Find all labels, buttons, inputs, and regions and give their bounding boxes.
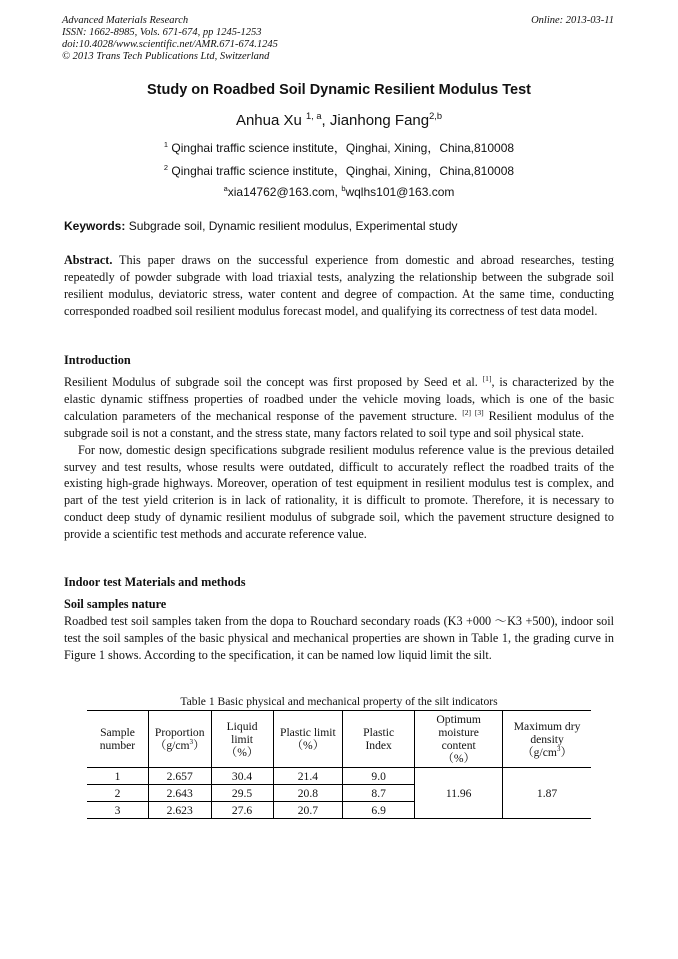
cell-optimum-moisture: 11.96: [415, 768, 503, 819]
keywords-text: Subgrade soil, Dynamic resilient modulus, Experimental study: [125, 219, 458, 233]
intro-text-c: Resilient modulus of the subgrade soil is not a constant, and the stress state, many factors related to soil type and soil physical state.: [64, 408, 614, 440]
citation-2-3[interactable]: [2] [3]: [462, 407, 484, 417]
density-unit: （g/cm: [522, 745, 557, 759]
cell-liquid: 27.6: [211, 802, 273, 819]
affiliation-2-text: Qinghai traffic science institute，Qinghai, Xining，China,810008: [171, 164, 515, 178]
liquid-label: Liquid limit: [226, 719, 258, 746]
soil-samples-paragraph: Roadbed test soil samples taken from the dopa to Rouchard secondary roads (K3 +000 ～K3 +500), indoor soil test the soil samples of the basic physical and mechanical properties are shown in Table 1, the grading curve in Figure 1 shows. According to the specification, it can be named low liquid limit the silt.: [64, 614, 614, 662]
cell-proportion: 2.643: [148, 785, 211, 802]
journal-name: Advanced Materials Research: [62, 15, 189, 26]
email-b: wqlhs101@163.com: [345, 185, 455, 199]
plastic-unit: （%）: [291, 739, 325, 752]
doi-line: doi:10.4028/www.scientific.net/AMR.671-674.1245: [62, 39, 278, 50]
abstract-text: This paper draws on the successful experience from domestic and abroad researches, testing repeatedly of powder subgrade with load triaxial tests, analyzing the relationship between the subgrade soil resilient modulus, deviatoric stress, water content and degree of compaction. At the same time, conducting corresponded roadbed soil resilient modulus forecast model, and qualifying its correctness of test data model.: [64, 253, 614, 318]
cell-liquid: 29.5: [211, 785, 273, 802]
online-date: Online: 2013-03-11: [531, 15, 614, 26]
header-sample-number: Sample number: [87, 711, 148, 768]
author-line: [0, 112, 678, 129]
author-emails: [0, 185, 678, 199]
author-2: Jianhong Fang: [329, 112, 430, 129]
introduction-heading: Introduction: [64, 353, 131, 367]
header-plastic-limit: [273, 711, 342, 768]
cell-plastic: 21.4: [273, 768, 342, 785]
moisture-label: Optimum moisture content: [436, 713, 481, 752]
citation-1[interactable]: [1]: [482, 373, 492, 383]
cell-plastic: 20.7: [273, 802, 342, 819]
cell-index: 6.9: [343, 802, 415, 819]
keywords-label: Keywords:: [64, 219, 126, 233]
soil-properties-table: [87, 710, 591, 819]
intro-text-a: Resilient Modulus of subgrade soil the concept was first proposed by Seed et al.: [64, 375, 483, 389]
proportion-unit-end: ）: [193, 739, 205, 752]
author-1-sup: 1, a: [306, 111, 322, 121]
affiliation-1-sup: 1: [163, 140, 169, 149]
table-header-row: [87, 711, 591, 768]
abstract: [64, 252, 614, 320]
intro-text-b: , is characterized by the elastic dynamic stiffness properties of roadbed under the vehicle moving loads, which is one of the basic calculation parameters of the mechanical response of the pavement structure.: [64, 375, 614, 423]
cell-max-dry-density: 1.87: [503, 768, 591, 819]
header-liquid-limit: [211, 711, 273, 768]
paper-title: Study on Roadbed Soil Dynamic Resilient Modulus Test: [146, 82, 532, 98]
header-plastic-index: [343, 711, 415, 768]
introduction-body: [64, 374, 614, 543]
soil-samples-subheading: Soil samples nature: [64, 597, 167, 611]
introduction-paragraph-1: [64, 374, 614, 442]
cell-index: 9.0: [343, 768, 415, 785]
abstract-label: Abstract.: [64, 253, 113, 267]
plastic-label: Plastic limit: [280, 726, 336, 739]
author-2-sup: 2,b: [429, 111, 443, 121]
author-separator: ,: [321, 112, 330, 129]
email-a-sup: a: [223, 184, 228, 193]
proportion-unit: （g/cm: [154, 739, 190, 752]
header-max-dry-density: [503, 711, 591, 768]
header-proportion: [148, 711, 211, 768]
copyright-line: © 2013 Trans Tech Publications Ltd, Switzerland: [62, 51, 270, 62]
cell-sample: 1: [87, 768, 148, 785]
proportion-unit-sup: 3: [189, 738, 194, 747]
cell-proportion: 2.623: [148, 802, 211, 819]
density-label: Maximum dry density: [513, 719, 581, 746]
email-a: xia14762@163.com,: [227, 185, 342, 199]
density-unit-sup: 3: [556, 744, 561, 753]
moisture-unit: （%）: [442, 752, 476, 765]
affiliation-2-sup: 2: [163, 163, 169, 172]
journal-header: [62, 15, 278, 63]
affiliation-1: [0, 139, 678, 156]
table-row: [87, 768, 591, 785]
header-optimum-moisture: [415, 711, 503, 768]
cell-liquid: 30.4: [211, 768, 273, 785]
methods-heading: Indoor test Materials and methods: [64, 575, 246, 589]
cell-proportion: 2.657: [148, 768, 211, 785]
cell-sample: 3: [87, 802, 148, 819]
keywords: [64, 219, 458, 233]
table-caption: Table 1 Basic physical and mechanical property of the silt indicators: [180, 695, 498, 708]
affiliation-2: [0, 162, 678, 179]
proportion-label: Proportion: [154, 726, 205, 739]
density-unit-end: ）: [560, 745, 573, 759]
cell-plastic: 20.8: [273, 785, 342, 802]
cell-index: 8.7: [343, 785, 415, 802]
index-label: Plastic Index: [363, 726, 395, 752]
issn-line: ISSN: 1662-8985, Vols. 671-674, pp 1245-1253: [62, 27, 262, 38]
author-1: Anhua Xu: [235, 112, 302, 129]
email-b-sup: b: [341, 184, 346, 193]
cell-sample: 2: [87, 785, 148, 802]
liquid-unit: （%）: [225, 745, 259, 759]
affiliation-1-text: Qinghai traffic science institute，Qinghai, Xining，China,810008: [171, 141, 515, 155]
introduction-paragraph-2: For now, domestic design specifications subgrade resilient modulus reference value is the previous detailed survey and test results, whose results were outdated, difficult to accurately reflect the roadbed traits of the existing high-grade highways. Moreover, operation of test equipment in resilient modulus test is complex, and part of the test yield criterion is in lack of rationality, it is difficult to promote. Therefore, it is necessary to conduct deep study of dynamic resilient modulus of subgrade soil, which the pavement structure designed to provide a scientific test methods and accurate reference value.: [64, 442, 614, 542]
